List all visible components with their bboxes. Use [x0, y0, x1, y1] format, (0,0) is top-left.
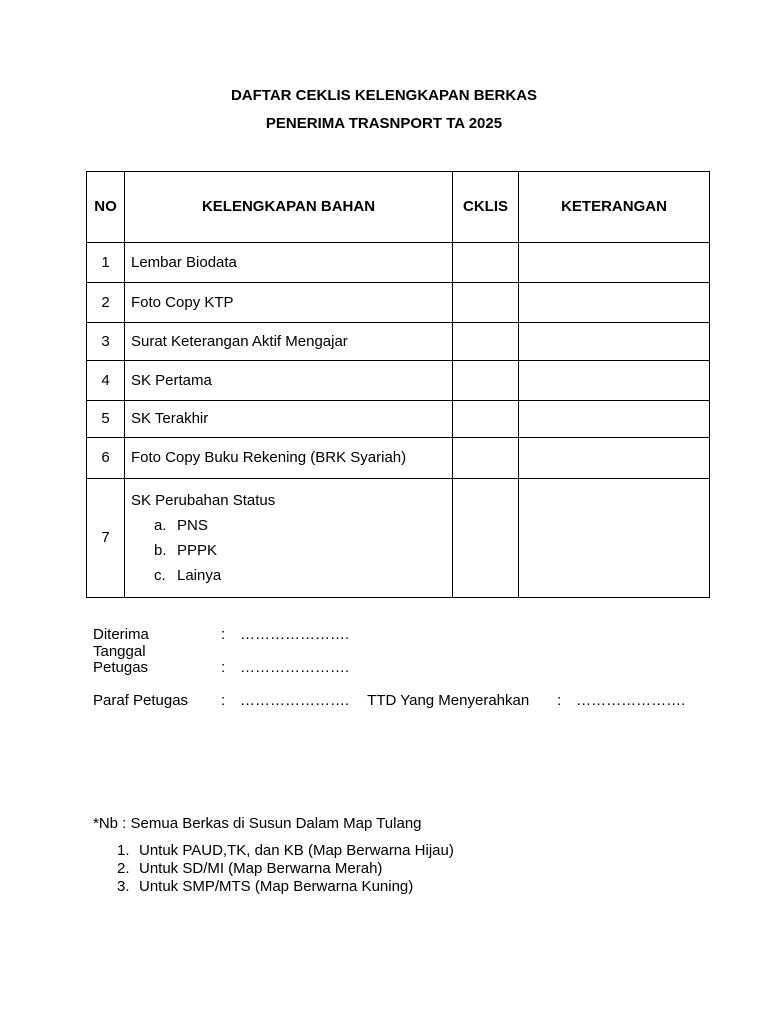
officer-field[interactable]: ………………….	[240, 659, 350, 676]
table-row	[87, 323, 710, 361]
list-item-text: Lainya	[177, 567, 222, 584]
list-item-text: Untuk PAUD,TK, dan KB (Map Berwarna Hijau)	[139, 842, 454, 859]
received-date-label-2: Tanggal	[93, 643, 146, 660]
received-date-line-2	[93, 643, 221, 660]
list-item	[93, 878, 454, 896]
check-cell[interactable]	[453, 438, 519, 479]
checklist-table	[86, 171, 710, 598]
colon: :	[557, 692, 562, 709]
list-marker: a.	[154, 517, 167, 534]
colon: :	[221, 659, 226, 676]
list-number: 1.	[117, 842, 130, 859]
table-header-row	[87, 172, 710, 243]
colon: :	[221, 692, 226, 709]
received-date-line	[93, 626, 349, 643]
check-cell[interactable]	[453, 479, 519, 598]
note-cell[interactable]	[519, 438, 710, 479]
received-date-field[interactable]: ………………….	[240, 626, 350, 643]
list-number: 3.	[117, 878, 130, 895]
check-cell[interactable]	[453, 323, 519, 361]
check-cell[interactable]	[453, 401, 519, 438]
officer-sign-field[interactable]: ………………….	[240, 692, 350, 709]
list-item	[131, 513, 452, 538]
row-number: 3	[87, 323, 125, 361]
column-header-note: KETERANGAN	[519, 172, 710, 243]
row-number: 1	[87, 243, 125, 283]
row-item: SK Terakhir	[125, 401, 453, 438]
list-number: 2.	[117, 860, 130, 877]
column-header-item: KELENGKAPAN BAHAN	[125, 172, 453, 243]
status-sublist	[131, 513, 452, 588]
note-cell[interactable]	[519, 283, 710, 323]
list-marker: c.	[154, 567, 166, 584]
table-row	[87, 283, 710, 323]
list-item	[93, 860, 454, 878]
row-number: 4	[87, 361, 125, 401]
note-cell[interactable]	[519, 479, 710, 598]
officer-sign-label: Paraf Petugas	[93, 692, 189, 709]
note-cell[interactable]	[519, 401, 710, 438]
list-item	[131, 563, 452, 588]
list-item	[93, 842, 454, 860]
list-marker: b.	[154, 542, 167, 559]
table-row	[87, 361, 710, 401]
table-row	[87, 438, 710, 479]
row-number: 2	[87, 283, 125, 323]
officer-label: Petugas	[93, 659, 149, 676]
list-item	[131, 538, 452, 563]
list-item-text: Untuk SD/MI (Map Berwarna Merah)	[139, 860, 383, 877]
check-cell[interactable]	[453, 283, 519, 323]
table-row	[87, 479, 710, 598]
note-cell[interactable]	[519, 361, 710, 401]
check-cell[interactable]	[453, 243, 519, 283]
signature-line	[93, 692, 685, 709]
column-header-check: CKLIS	[453, 172, 519, 243]
row-item: Surat Keterangan Aktif Mengajar	[125, 323, 453, 361]
note-list	[93, 842, 454, 896]
row-number: 5	[87, 401, 125, 438]
row-item: SK Pertama	[125, 361, 453, 401]
row-number: 6	[87, 438, 125, 479]
handover-sign-field[interactable]: ………………….	[576, 692, 686, 709]
list-item-text: PPPK	[177, 542, 218, 559]
note-cell[interactable]	[519, 323, 710, 361]
handover-sign-label: TTD Yang Menyerahkan	[367, 692, 530, 709]
list-item-text: PNS	[177, 517, 208, 534]
row-item: SK Perubahan Status	[131, 492, 276, 509]
table-row	[87, 243, 710, 283]
check-cell[interactable]	[453, 361, 519, 401]
row-item: Foto Copy Buku Rekening (BRK Syariah)	[125, 438, 453, 479]
received-date-label: Diterima	[93, 626, 149, 643]
table-row	[87, 401, 710, 438]
row-item-multi	[125, 479, 453, 598]
note-heading: *Nb : Semua Berkas di Susun Dalam Map Tulang	[93, 815, 422, 832]
note-cell[interactable]	[519, 243, 710, 283]
officer-line	[93, 659, 349, 676]
row-item: Lembar Biodata	[125, 243, 453, 283]
column-header-no: NO	[87, 172, 125, 243]
document-title: DAFTAR CEKLIS KELENGKAPAN BERKAS	[230, 87, 538, 104]
colon: :	[221, 626, 226, 643]
row-number: 7	[87, 479, 125, 598]
list-item-text: Untuk SMP/MTS (Map Berwarna Kuning)	[139, 878, 414, 895]
row-item: Foto Copy KTP	[125, 283, 453, 323]
document-subtitle: PENERIMA TRASNPORT TA 2025	[265, 115, 503, 132]
